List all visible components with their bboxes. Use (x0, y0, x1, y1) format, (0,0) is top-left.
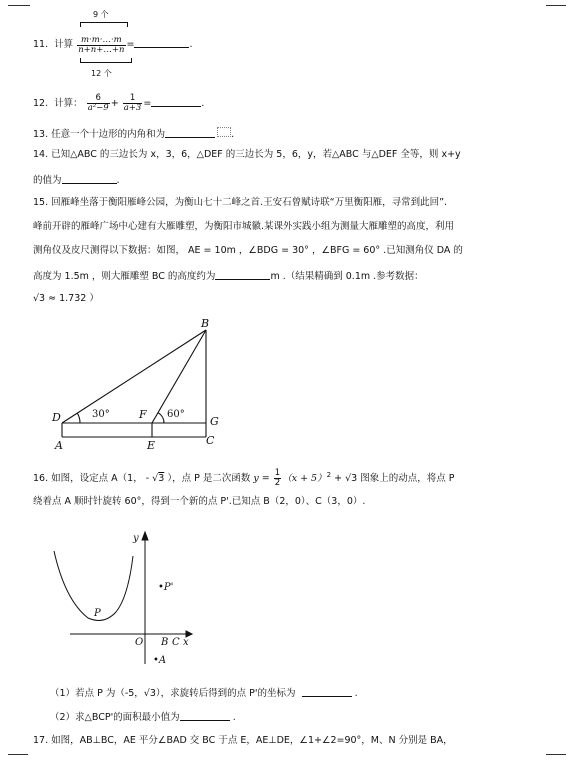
question-15-line-1: 15. 回雁峰坐落于衡阳雁峰公园，为衡山七十二峰之首.王安石曾赋诗联“万里衡阳雁，寻常到此回”. (33, 197, 448, 208)
question-17: 17. 如图，AB⊥BC，AE 平分∠BAD 交 BC 于点 E，AE⊥DE，∠1+∠2=90°，M、N 分别是 BA， (33, 735, 453, 746)
q12-plus: + (110, 97, 119, 109)
question-15-line-3: 测角仪及皮尺测得以下数据：如图， AE = 10m ，∠BDG = 30° ，∠BFG = 60° .已知测角仪 DA 的 (33, 245, 463, 256)
q12-equals: = (143, 97, 152, 109)
q11-frac-num: m·m·…·m (77, 36, 125, 46)
corner-mark-top (8, 5, 30, 6)
q11-frac-den: n+n+…+n (78, 44, 125, 55)
q16-s1b: . (354, 688, 358, 699)
q16-line1a: 16. 如图，设定点 A（1， - (33, 472, 150, 484)
q14-end: . (116, 175, 120, 186)
q16-half-den: 2 (274, 477, 281, 488)
question-15-line-5: √3 ≈ 1.732 ） (33, 293, 99, 304)
q13-answer-blank[interactable] (165, 128, 215, 138)
q11-number: 11. (33, 38, 49, 50)
q16-y-eq: y = (253, 472, 270, 484)
fig1-label-A: A (55, 439, 63, 452)
q11-overbrace (80, 22, 128, 27)
q12-f2-den: a+3 (123, 102, 142, 113)
q16-line1b: ），点 P 是二次函数 (167, 472, 251, 484)
q16-s2b: . (232, 712, 236, 723)
q11-underbrace (80, 58, 132, 63)
fig2-label-C: C (172, 637, 180, 648)
fig2-label-Pprime: •P' (158, 582, 174, 593)
fig1-angle-D: 30° (92, 409, 110, 420)
angle-arc-F (158, 413, 164, 423)
fig1-label-E: E (147, 439, 156, 452)
fig2-label-y: y (133, 533, 139, 544)
question-12 (33, 94, 204, 113)
angle-arc-D (78, 414, 81, 424)
question-15-line-4 (33, 270, 424, 282)
y-axis-arrow (142, 532, 148, 540)
segment-DB (62, 330, 206, 423)
q12-f1-num: 6 (87, 94, 110, 104)
question-11: 11. 计算 $\frac{m\cdot m\cdot\dots\cdot m}{n+n+\dots+n}$ = . (33, 35, 193, 55)
fig1-label-G: G (210, 415, 219, 428)
fig1-label-B: B (201, 317, 210, 330)
q16-half (274, 469, 281, 488)
q16-s2a: （2）求△BCP'的面积最小值为 (50, 712, 180, 723)
q11-top-label: 9 个 (93, 10, 109, 19)
q13-text: 13. 任意一个十边形的内角和为 (33, 129, 166, 140)
q11-fraction (77, 36, 125, 55)
fig2-label-A: •A (153, 655, 167, 666)
q12-end: . (201, 97, 205, 109)
question-13 (33, 127, 234, 140)
q12-f2-num: 1 (123, 94, 143, 104)
question-14-line-2 (33, 174, 120, 186)
q14-answer-blank[interactable] (62, 174, 117, 184)
q13-end: . (231, 129, 235, 140)
q15-answer-blank[interactable] (215, 270, 270, 280)
q14-line2: 的值为 (33, 175, 62, 186)
q16-s2-answer-blank[interactable] (180, 711, 230, 721)
q11-prefix: 计算 (54, 38, 74, 50)
question-16-sub-2 (50, 711, 236, 723)
corner-mark-bottom-right (546, 754, 566, 755)
q11-equals: = (126, 38, 135, 50)
fig2-label-O: O (135, 637, 144, 648)
question-15-line-2: 峰前开辟的雁峰广场中心建有大雁雕塑，为衡阳市城徽.某课外实践小组为测量大雁雕塑的高度，利用 (33, 221, 455, 232)
question-16-sub-1 (50, 687, 358, 699)
q12-fraction-2 (123, 94, 143, 113)
fig1-label-F: F (139, 408, 147, 421)
q16-sqrt3: √3 (152, 472, 165, 484)
question-14-line-1: 14. 已知△ABC 的三边长为 x，3，6，△DEF 的三边长为 5，6，y，若△ABC 与△DEF 全等，则 x+y (33, 149, 461, 160)
q12-prefix: 计算： (54, 97, 83, 109)
q16-s1a: （1）若点 P 为（-5，√3），求旋转后得到的点 P'的坐标为 (50, 688, 296, 699)
fig2-label-B: B (161, 637, 169, 648)
question-16-line-2: 绕着点 A 顺时针旋转 60°，得到一个新的点 P'.已知点 B（2，0）、C（3，0）. (33, 496, 366, 507)
x-axis-arrow (186, 631, 192, 637)
question-16-line-1 (33, 469, 454, 488)
q11-answer-blank[interactable] (134, 38, 189, 48)
fig2-label-x: x (183, 637, 189, 648)
q16-sup: 2 (326, 470, 332, 479)
fig1-angle-F: 60° (167, 409, 185, 420)
q16-s1-answer-blank[interactable] (302, 687, 352, 697)
q12-answer-blank[interactable] (151, 97, 201, 107)
segment-FB (152, 330, 206, 423)
q16-sqrt3-radicand: 3 (158, 472, 165, 484)
q12-number: 12. (33, 97, 49, 109)
q15-line4b: m .（结果精确到 0.1m .参考数据： (270, 271, 424, 282)
q16-half-num: 1 (274, 468, 281, 478)
fig1-label-D: D (52, 411, 61, 424)
parabola-curve (54, 551, 133, 620)
q16-plus-sqrt: + √3 (334, 472, 358, 484)
q11-bottom-label: 12 个 (91, 69, 112, 78)
corner-mark-top-right (546, 5, 566, 6)
corner-mark-bottom-left (8, 754, 28, 755)
fig1-label-C: C (206, 434, 215, 447)
fig2-label-P: P (94, 608, 101, 619)
q12-f1-den: a²−9 (87, 102, 109, 113)
q16-paren: （x + 5） (282, 472, 327, 484)
q12-fraction-1 (87, 94, 110, 113)
q15-line4a: 高度为 1.5m ，则大雁雕塑 BC 的高度约为 (33, 271, 216, 282)
q16-line1c: 图象上的动点，将点 P (360, 472, 455, 484)
q13-artifact (217, 127, 231, 137)
